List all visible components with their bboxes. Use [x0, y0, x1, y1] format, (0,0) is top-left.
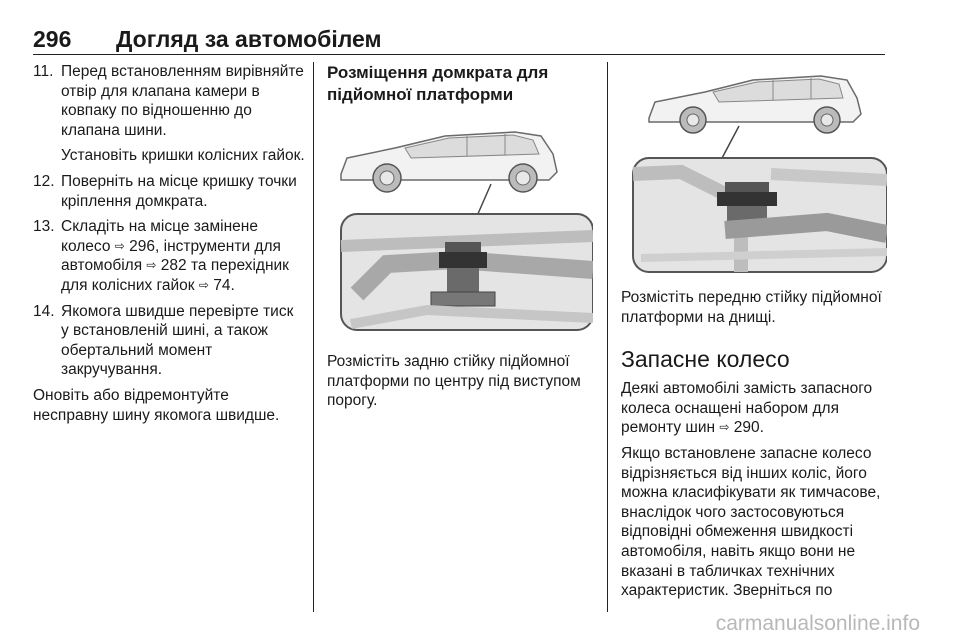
- figure-caption: Розмістіть задню стійку підйомної платформи по центру під виступом порогу.: [327, 353, 581, 410]
- page-title: Догляд за автомобілем: [116, 26, 382, 52]
- text-span: .: [230, 276, 235, 294]
- page-ref-arrow-icon: ⇨: [146, 258, 157, 273]
- watermark: carmanualsonline.info: [715, 612, 920, 635]
- page-ref-arrow-icon: ⇨: [114, 238, 125, 253]
- lift-pad-detail: [633, 158, 887, 272]
- text-span: , інструменти для автомобіля: [61, 237, 281, 275]
- column-divider-2: [607, 62, 608, 612]
- page-ref-arrow-icon: ⇨: [719, 420, 730, 435]
- lift-pad-detail: [341, 214, 593, 330]
- page-ref-link[interactable]: 296: [129, 237, 156, 255]
- list-item-13: [33, 217, 305, 295]
- column-2: [327, 62, 595, 417]
- text-span: Складіть на місце замінене колесо: [61, 218, 258, 255]
- subsection-heading: Розміщення домкрата для підйомної платформи: [327, 63, 549, 104]
- closing-paragraph: Оновіть або відремонтуйте несправну шину якомога швидше.: [33, 386, 280, 424]
- text-span: та перехідник для колісних гайок: [61, 257, 289, 294]
- figure-caption: Розмістіть передню стійку підйомної платформи на днищі.: [621, 289, 882, 326]
- paragraph-1: [621, 379, 889, 438]
- rear-lift-point-illustration: [327, 114, 593, 334]
- page-ref-link[interactable]: 74: [213, 276, 231, 294]
- list-item-11-subtext: Установіть кришки колісних гайок.: [61, 147, 305, 165]
- section-title: Запасне колесо: [621, 346, 790, 373]
- list-item-14: [33, 302, 305, 380]
- page-ref-link[interactable]: 290: [733, 419, 760, 437]
- list-item-12: [33, 172, 305, 211]
- front-lift-point-illustration: [621, 62, 887, 274]
- page-number: 296: [33, 26, 72, 52]
- list-text: Перед встановленням вирівняйте отвір для клапана камери в ковпаку по відношенню до клапана шини.: [61, 63, 304, 139]
- text-span: Деякі автомобілі замість запасного колеса оснащені набором для ремонту шин: [621, 380, 873, 437]
- column-3: [621, 62, 889, 607]
- car-side-icon: [341, 132, 557, 192]
- list-number: 14.: [33, 302, 55, 320]
- list-text: [61, 217, 305, 295]
- list-text: Якомога швидше перевірте тиск у встановленій шині, а також обертальний момент закручування.: [61, 302, 294, 379]
- page-ref-link[interactable]: 282: [160, 257, 187, 275]
- list-number: 11.: [33, 63, 54, 80]
- car-side-icon: [649, 76, 861, 133]
- paragraph-2: Якщо встановлене запасне колесо відрізняється від інших коліс, його можна класифікувати як тимчасове, внаслідок чого застосовуються відповідні обмеження швидкості автомобіля, навіть якщо вони не вказані в табличках технічних характеристик. Зверніться по: [621, 444, 881, 600]
- column-1: [33, 62, 305, 431]
- list-number: 12.: [33, 172, 55, 190]
- column-divider-1: [313, 62, 314, 612]
- page-header: [33, 26, 885, 55]
- list-item-11: [33, 62, 305, 140]
- list-number: 13.: [33, 218, 55, 236]
- text-span: .: [759, 419, 764, 437]
- page-ref-arrow-icon: ⇨: [198, 277, 209, 292]
- list-text: Поверніть на місце кришку точки кріплення домкрата.: [61, 172, 297, 210]
